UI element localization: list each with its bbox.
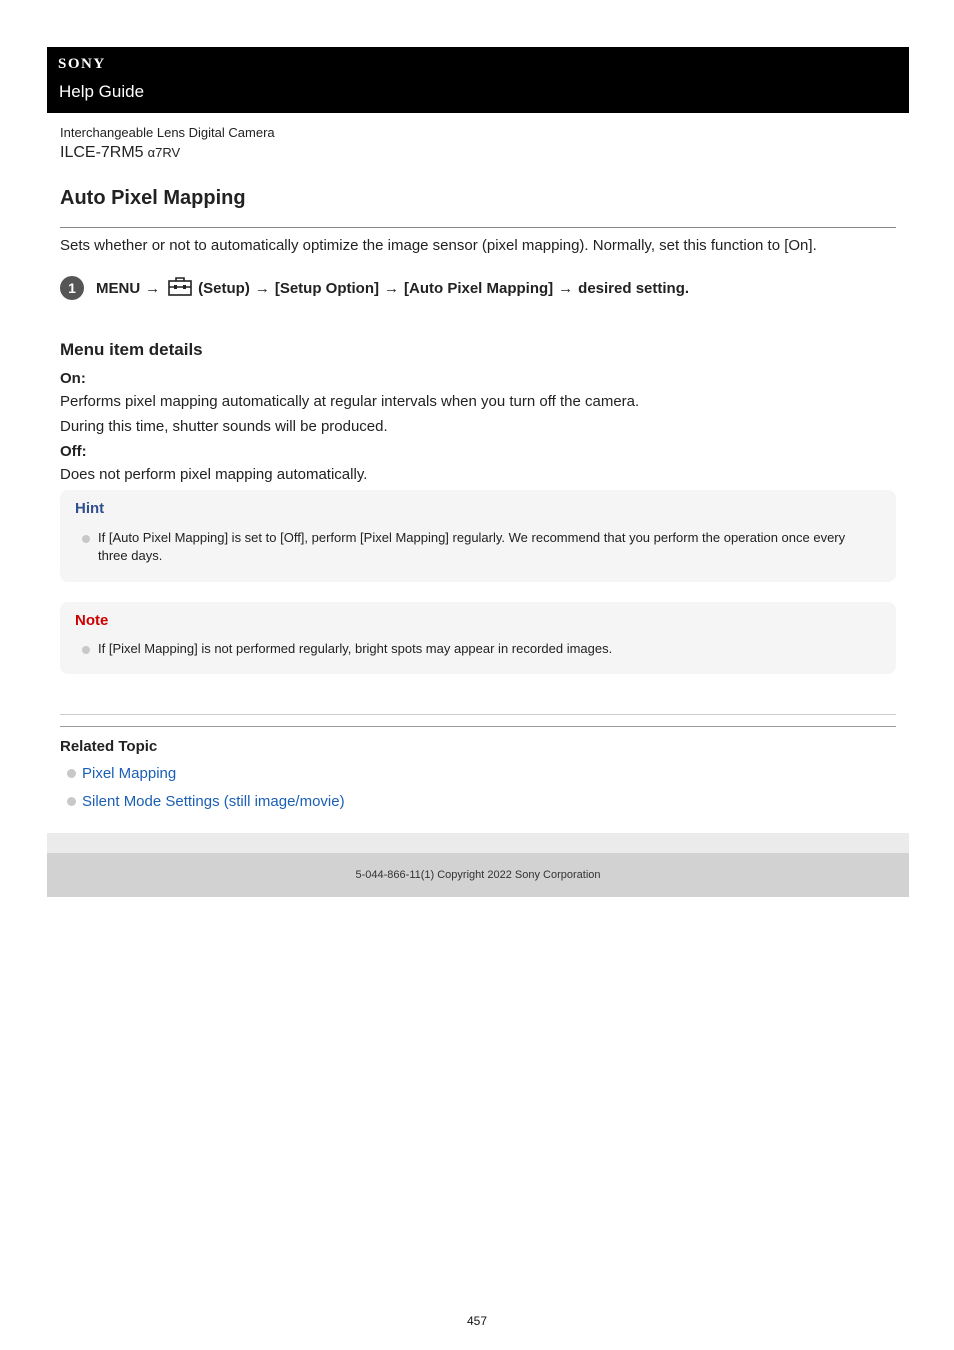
- desired-setting-label: desired setting.: [578, 279, 690, 297]
- bullet-icon: [82, 535, 90, 543]
- menu-item-details-heading: Menu item details: [60, 340, 203, 359]
- arrow: →: [384, 279, 399, 297]
- hint-text: If [Auto Pixel Mapping] is set to [Off], perform [Pixel Mapping] regularly. We recommend that you perform the operation once every three days.: [98, 530, 846, 563]
- page-number: 457: [466, 1314, 488, 1328]
- page-title: Auto Pixel Mapping: [60, 187, 246, 209]
- header-bar: [47, 47, 909, 113]
- note-box: [60, 602, 896, 674]
- pixel-mapping-link[interactable]: Pixel Mapping: [82, 765, 177, 782]
- copyright-text: 5-044-866-11(1) Copyright 2022 Sony Corporation: [355, 869, 601, 881]
- intro-text: Sets whether or not to automatically optimize the image sensor (pixel mapping). Normally, set this function to [On].: [60, 237, 817, 254]
- auto-pixel-mapping-label: [Auto Pixel Mapping]: [404, 279, 554, 297]
- bullet-icon: [67, 769, 76, 778]
- related-topic-heading: Related Topic: [60, 738, 158, 755]
- setup-option-label: [Setup Option]: [274, 279, 379, 297]
- note-item: [82, 640, 862, 658]
- help-guide-title[interactable]: Help Guide: [59, 82, 145, 101]
- on-label: On:: [60, 370, 86, 387]
- model-alias: α7RV: [147, 145, 181, 160]
- related-link-item: [67, 793, 345, 810]
- footer-spacer: [47, 833, 909, 853]
- title-divider: [60, 227, 896, 228]
- toolbox-setup-icon: [168, 276, 192, 300]
- menu-label: MENU: [96, 279, 141, 297]
- arrow: →: [254, 279, 270, 297]
- on-description-2: During this time, shutter sounds will be produced.: [60, 418, 388, 435]
- arrow: →: [558, 279, 574, 297]
- model-name: [60, 144, 180, 162]
- hint-item: [82, 529, 862, 565]
- related-link-item: [67, 765, 176, 782]
- off-description: Does not perform pixel mapping automatically.: [60, 466, 368, 483]
- arrow: →: [145, 279, 161, 297]
- model-code: ILCE-7RM5: [60, 144, 144, 161]
- divider: [60, 726, 896, 727]
- silent-mode-settings-link[interactable]: Silent Mode Settings (still image/movie): [82, 793, 345, 810]
- note-text: If [Pixel Mapping] is not performed regularly, bright spots may appear in recorded images.: [98, 641, 613, 656]
- step-instruction: [60, 275, 689, 301]
- note-title: Note: [75, 612, 109, 629]
- bullet-icon: [82, 646, 90, 654]
- bullet-icon: [67, 797, 76, 806]
- footer: [47, 853, 909, 897]
- hint-title: Hint: [75, 500, 105, 517]
- step-number-badge: 1: [60, 276, 84, 300]
- divider: [60, 714, 896, 715]
- setup-label: (Setup): [198, 279, 250, 297]
- on-description-1: Performs pixel mapping automatically at regular intervals when you turn off the camera.: [60, 393, 640, 410]
- product-type: Interchangeable Lens Digital Camera: [60, 125, 275, 140]
- off-label: Off:: [60, 443, 87, 460]
- hint-box: [60, 490, 896, 582]
- sony-logo: SONY: [58, 56, 106, 72]
